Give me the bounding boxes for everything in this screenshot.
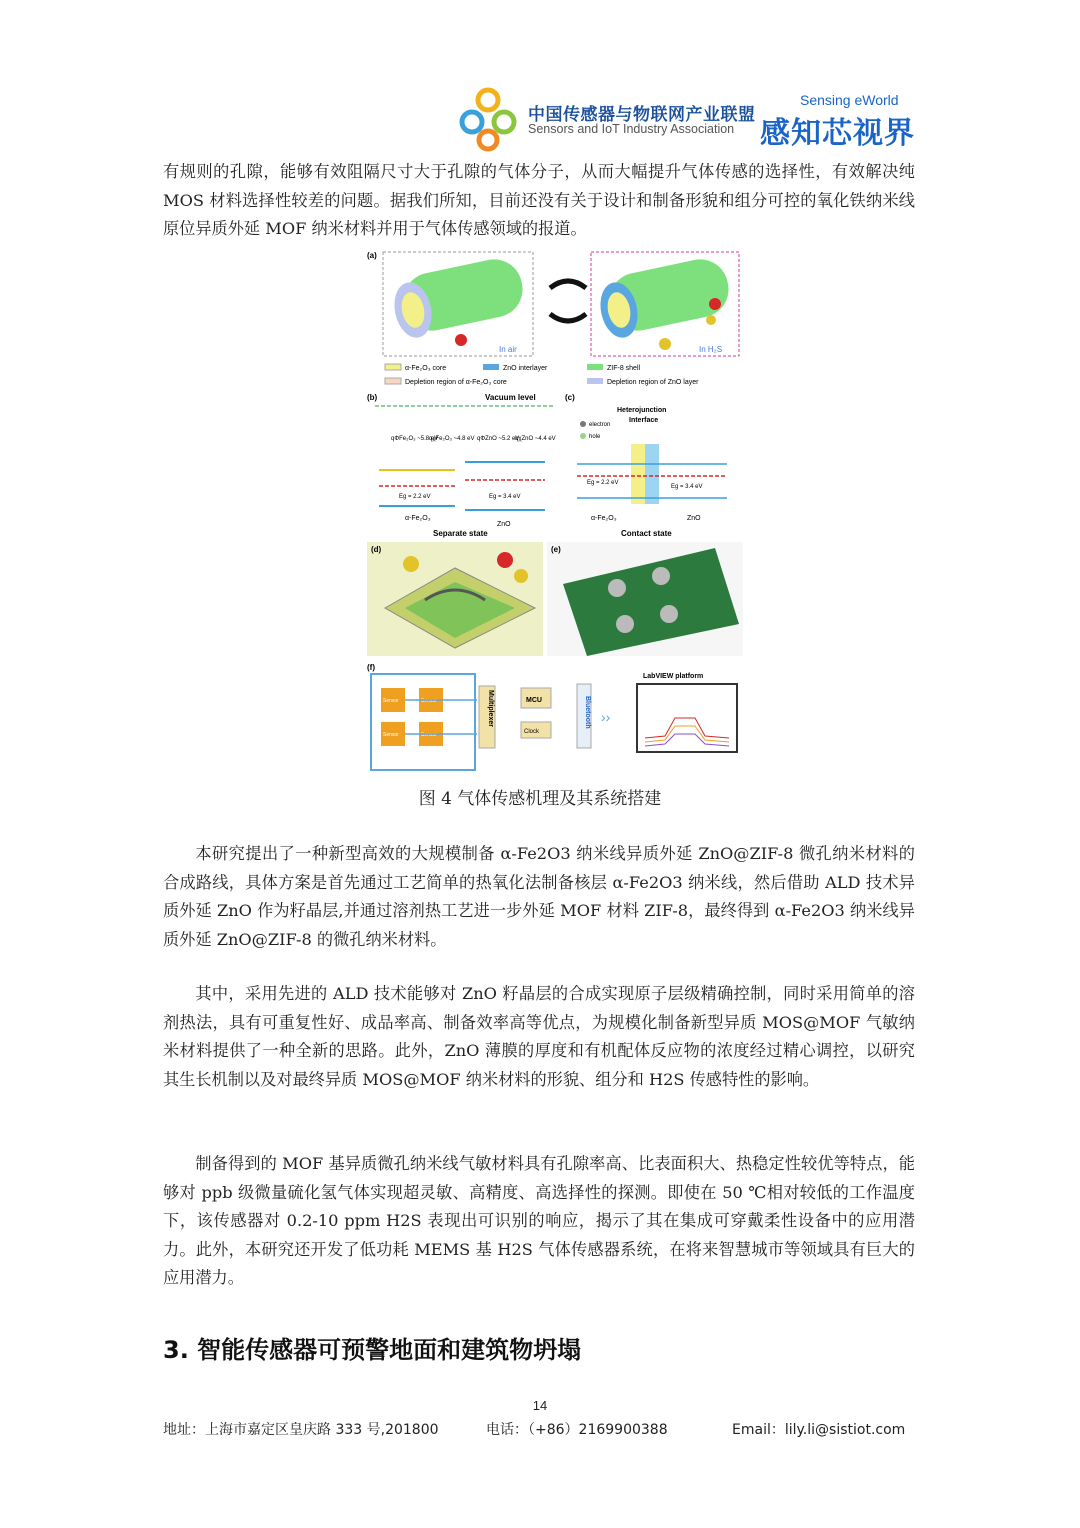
org-name-cn: 中国传感器与物联网产业联盟 (528, 105, 756, 125)
brand-name-en: Sensing eWorld (800, 92, 899, 108)
bandgap-fe2o3-label-b: Eg = 2.2 eV (399, 494, 431, 500)
paragraph-2-text: 本研究提出了一种新型高效的大规模制备 α-Fe2O3 纳米线异质外延 ZnO@ZIF-8 微孔纳米材料的合成路线，具体方案是首先通过工艺简单的热氧化法制备核层 α-Fe2O3 纳米线，然后借助 ALD 技术异质外延 ZnO 作为籽晶层,并通过溶剂热工艺进一步外延 MOF 材料 ZIF-8，最终得到 α-Fe2O3 纳米线异质外延 ZnO@ZIF-8 的微孔纳米材料。 (163, 844, 915, 949)
phi-zno-label: qΦZnO ~5.2 eV (477, 436, 520, 442)
heterojunction-label: Heterojunction (617, 407, 667, 414)
alliance-logo-icon (458, 86, 526, 152)
chi-fe2o3-label: qχFe₂O₃ ~4.8 eV (429, 436, 475, 442)
multiplexer-label: Multiplexer (487, 690, 494, 727)
paragraph-4-text: 制备得到的 MOF 基异质微孔纳米线气敏材料具有孔隙率高、比表面积大、热稳定性较优等特点，能够对 ppb 级微量硫化氢气体实现超灵敏、高精度、高选择性的探测。即使在 50 ℃相对较低的工作温度下，该传感器对 0.2-10 ppm H2S 表现出可识别的响应，揭示了其在集成可穿戴柔性设备中的应用潜力。此外，本研究还开发了低功耗 MEMS 基 H2S 气体传感器系统，在将来智慧城市等领域具有巨大的应用潜力。 (163, 1154, 915, 1287)
paragraph-3-text: 其中，采用先进的 ALD 技术能够对 ZnO 籽晶层的合成实现原子层级精确控制，同时采用简单的溶剂热法，具有可重复性好、成品率高、制备效率高等优点，为规模化制备新型异质 MOS@MOF 气敏纳米材料提供了一种全新的思路。此外，ZnO 薄膜的厚度和有机配体反应物的浓度经过精心调控，以研究其生长机制以及对最终异质 MOS@MOF 纳米材料的形貌、组分和 H2S 传感特性的影响。 (163, 984, 915, 1089)
legend-depletion-fe2o3: Depletion region of α-Fe₂O₃ core (405, 379, 507, 386)
in-h2s-label: In H₂S (699, 345, 723, 354)
chi-zno-label: qχZnO ~4.4 eV (515, 436, 556, 442)
sensor-3-label: Sensor (383, 732, 399, 738)
panel-b-label: (b) (367, 393, 378, 402)
paragraph-1 (163, 158, 915, 244)
paragraph-4 (163, 1150, 915, 1293)
bandgap-fe2o3-label-c: Eg = 2.2 eV (587, 480, 619, 486)
legend-fe2o3-core: α-Fe₂O₃ core (405, 365, 447, 372)
exchange-arrow-bottom (550, 314, 586, 321)
bluetooth-label: Bluetooth (584, 696, 591, 729)
page-number: 14 (532, 1398, 548, 1413)
sensor-4-label: Sensor (421, 732, 437, 738)
mcu-label: MCU (526, 697, 542, 704)
panel-d-label: (d) (371, 545, 382, 554)
legend-zif8-shell: ZIF-8 shell (607, 365, 641, 372)
nanowire-h2s (596, 254, 734, 350)
vacuum-level-label: Vacuum level (485, 393, 536, 402)
footer-email: Email：lily.li@sistiot.com (732, 1422, 906, 1438)
nanowire-air (390, 254, 528, 346)
electron-label: electron (589, 422, 611, 428)
figure-caption: 图 4 气体传感机理及其系统搭建 (418, 789, 662, 809)
exchange-arrow-top (550, 281, 586, 288)
interface-label: Interface (629, 417, 659, 424)
figure-4-graphic (365, 248, 745, 778)
labview-label: LabVIEW platform (643, 673, 704, 680)
fe2o3-label-b: α-Fe₂O₃ (405, 515, 431, 522)
header (0, 80, 1080, 150)
sensor-2-label: Sensor (421, 698, 437, 704)
transmit-arrows: ›› (601, 709, 611, 725)
footer-phone: 电话：（+86）2169900388 (486, 1422, 668, 1438)
fe2o3-label-c: α-Fe₂O₃ (591, 515, 617, 522)
footer-address: 地址：上海市嘉定区皇庆路 333 号,201800 (163, 1422, 439, 1438)
hole-label: hole (589, 434, 601, 440)
brand-name-cn: 感知芯视界 (760, 116, 915, 151)
clock-label: Clock (524, 729, 540, 735)
paragraph-3 (163, 980, 915, 1094)
zno-label-c: ZnO (687, 515, 701, 522)
bandgap-zno-label-b: Eg = 3.4 eV (489, 494, 521, 500)
panel-f-label: (f) (367, 663, 375, 672)
legend-depletion-zno: Depletion region of ZnO layer (607, 379, 699, 386)
zno-label-b: ZnO (497, 521, 511, 528)
paragraph-1-text: 有规则的孔隙，能够有效阻隔尺寸大于孔隙的气体分子，从而大幅提升气体传感的选择性，有效解决纯 MOS 材料选择性较差的问题。据我们所知，目前还没有关于设计和制备形貌和组分可控的氧化铁纳米线原位异质外延 MOF 纳米材料并用于气体传感领域的报道。 (163, 162, 915, 238)
panel-e-label: (e) (551, 545, 561, 554)
in-air-label: In air (499, 345, 517, 354)
bandgap-zno-label-c: Eg = 3.4 eV (671, 484, 703, 490)
legend-zno-interlayer: ZnO interlayer (503, 365, 548, 372)
figure-4 (365, 248, 745, 778)
panel-c-label: (c) (565, 393, 575, 402)
org-name-en: Sensors and IoT Industry Association (528, 122, 735, 136)
paragraph-2 (163, 840, 915, 954)
sensor-1-label: Sensor (383, 698, 399, 704)
contact-state-label: Contact state (621, 529, 672, 538)
section-heading: 3. 智能传感器可预警地面和建筑物坍塌 (163, 1336, 582, 1364)
separate-state-label: Separate state (433, 529, 488, 538)
panel-a-label: (a) (367, 251, 377, 260)
phi-fe2o3-label: qΦFe₂O₃ ~5.8 eV (391, 436, 439, 442)
